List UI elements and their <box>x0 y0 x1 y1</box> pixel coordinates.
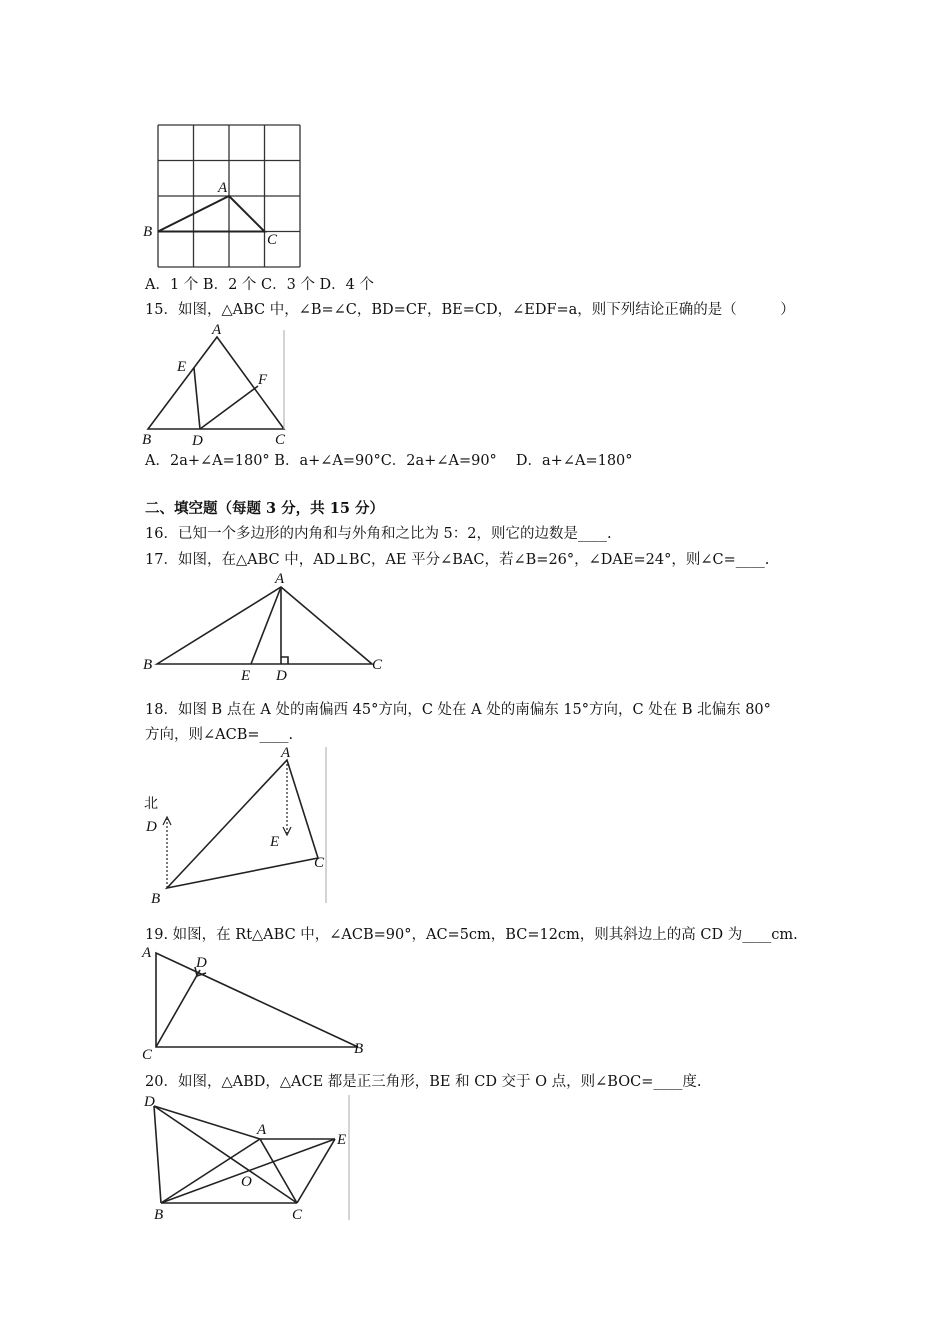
q15-label-b: B <box>142 432 152 448</box>
q18-question-line2: 方向，则∠ACB=____. <box>145 727 294 743</box>
q19-label-a: A <box>142 945 152 961</box>
q14-label-c: C <box>267 232 278 248</box>
q20-label-d: D <box>144 1094 155 1110</box>
q20-label-e: E <box>337 1132 347 1148</box>
q19-label-d: D <box>196 955 207 971</box>
q18-label-d: D <box>146 819 157 835</box>
q15-options: A．2a+∠A=180° B．a+∠A=90°C．2a+∠A=90° D．a+∠A=180° <box>145 453 633 469</box>
q15-label-d: D <box>192 433 203 449</box>
q20-label-c: C <box>292 1207 303 1223</box>
q19-label-c: C <box>142 1047 153 1063</box>
q14-label-b: B <box>143 224 153 240</box>
q20-label-a: A <box>257 1122 267 1138</box>
q15-label-f: F <box>258 372 268 388</box>
q15-question: 15．如图，△ABC 中，∠B=∠C，BD=CF，BE=CD，∠EDF=a，则下列结论正确的是（ ） <box>145 302 795 318</box>
q19-question: 19. 如图，在 Rt△ABC 中，∠ACB=90°，AC=5cm，BC=12cm，则其斜边上的高 CD 为____cm. <box>145 927 798 943</box>
q14-grid-figure <box>140 120 310 275</box>
q18-label-north: 北 <box>144 796 158 812</box>
q20-equilateral-figure <box>140 1092 355 1222</box>
q18-label-e: E <box>270 834 280 850</box>
q19-right-triangle-figure <box>140 945 375 1065</box>
q16-question: 16．已知一个多边形的内角和与外角和之比为 5：2，则它的边数是____. <box>145 526 612 542</box>
q17-question: 17．如图，在△ABC 中，AD⊥BC，AE 平分∠BAC，若∠B=26°，∠DAE=24°，则∠C=____. <box>145 552 770 568</box>
q17-label-a: A <box>275 571 285 587</box>
q14-label-a: A <box>218 180 228 196</box>
section-heading: 二、填空题（每题 3 分，共 15 分） <box>145 500 384 517</box>
q14-options: A．1 个 B．2 个 C．3 个 D．4 个 <box>145 277 375 293</box>
q19-label-b: B <box>354 1041 364 1057</box>
q15-label-c: C <box>275 432 286 448</box>
q20-label-o: O <box>241 1174 252 1190</box>
q17-label-c: C <box>372 657 383 673</box>
q18-label-c: C <box>314 855 325 871</box>
q18-bearing-figure <box>140 745 340 907</box>
q15-triangle-figure <box>140 320 300 450</box>
q20-label-b: B <box>154 1207 164 1223</box>
q15-label-e: E <box>177 359 187 375</box>
q18-label-a: A <box>281 745 291 761</box>
q15-label-a: A <box>212 322 222 338</box>
q17-label-e: E <box>241 668 251 684</box>
q18-question-line1: 18．如图 B 点在 A 处的南偏西 45°方向，C 处在 A 处的南偏东 15°方向，C 处在 B 北偏东 80° <box>145 702 771 718</box>
q17-label-d: D <box>276 668 287 684</box>
q17-label-b: B <box>143 657 153 673</box>
q18-label-b: B <box>151 891 161 907</box>
q17-triangle-figure <box>140 570 390 685</box>
q20-question: 20．如图，△ABD，△ACE 都是正三角形，BE 和 CD 交于 O 点，则∠BOC=____度. <box>145 1074 702 1090</box>
